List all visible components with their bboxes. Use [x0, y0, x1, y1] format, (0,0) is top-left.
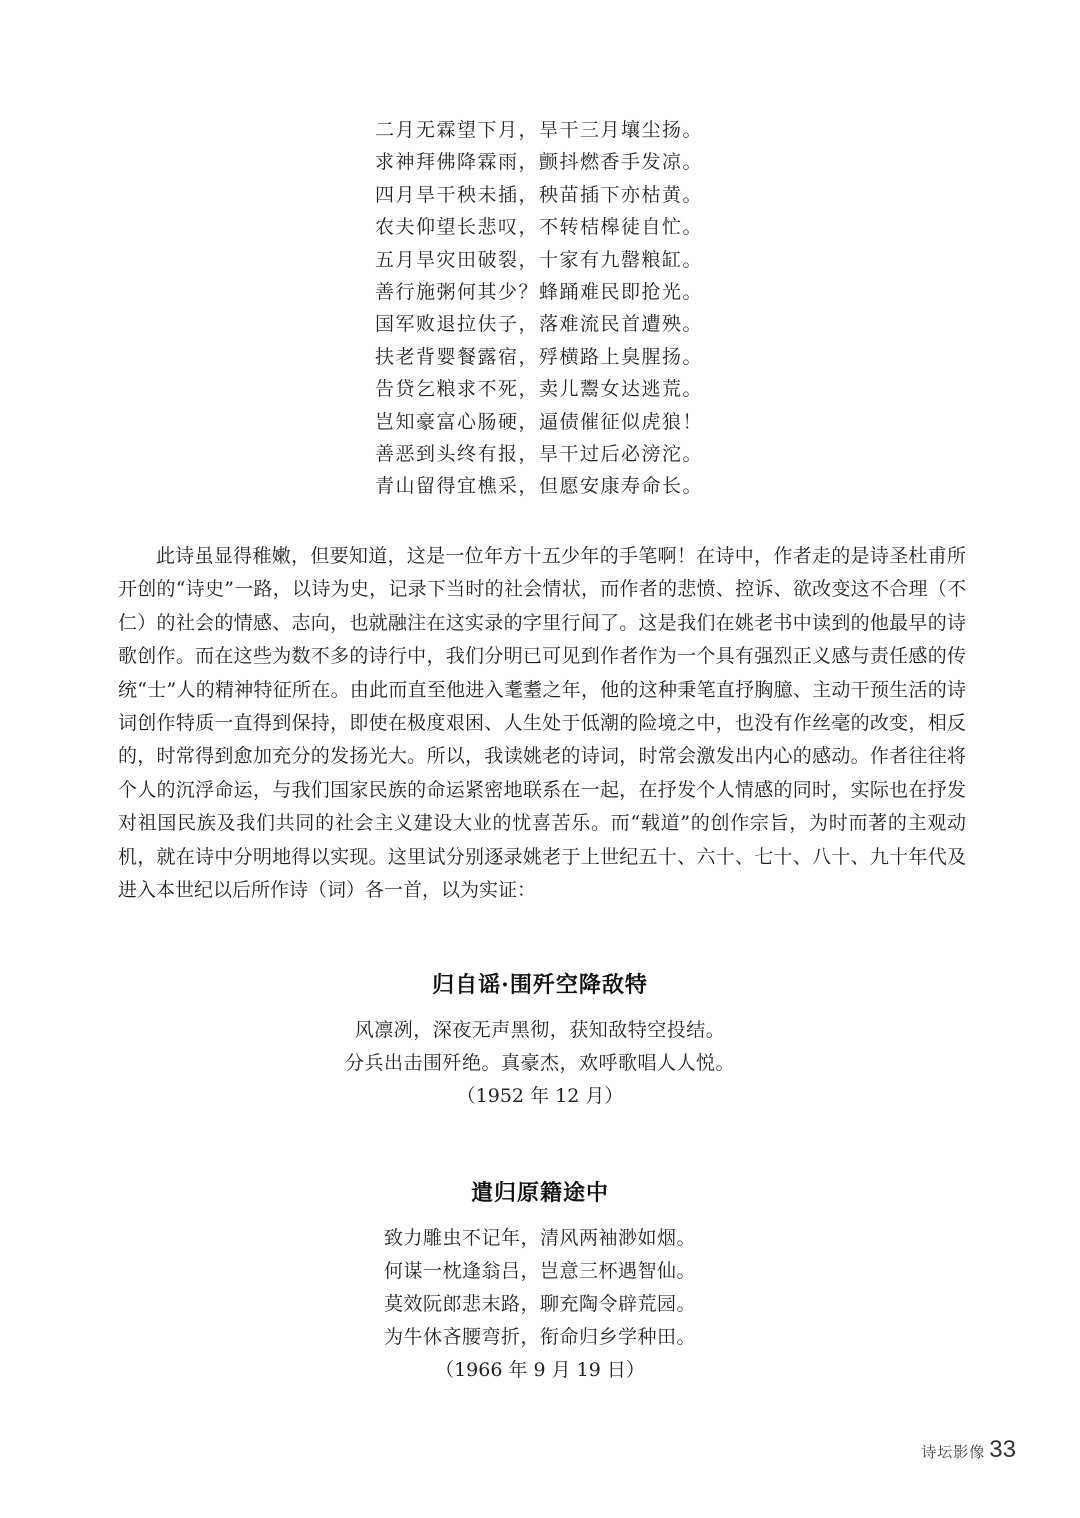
poem-line: 分兵出击围歼绝。真豪杰，欢呼歌唱人人悦。 — [344, 1052, 735, 1074]
poem-qiangui-yuanji — [0, 1176, 1080, 1387]
poem-title: 归自谣·围歼空降敌特 — [432, 972, 648, 998]
poem-line: 求神拜佛降霖雨，颤抖燃香手发凉。 — [375, 151, 704, 174]
commentary-prose — [118, 540, 966, 907]
poem-line: 风凛冽，深夜无声黑彻，获知敌特空投结。 — [354, 1019, 726, 1041]
section-name: 诗坛影像 — [921, 1443, 986, 1461]
poem-line: 国军败退拉伕子，落难流民首遭殃。 — [375, 313, 704, 336]
poem-line: 善行施粥何其少？蜂踊难民即抢光。 — [375, 281, 704, 304]
poem-title: 遣归原籍途中 — [470, 1180, 609, 1206]
commentary-paragraph: 此诗虽显得稚嫩，但要知道，这是一位年方十五少年的手笔啊！在诗中，作者走的是诗圣杜甫所开创的“诗史”一路，以诗为史，记录下当时的社会情状，而作者的悲愤、控诉、欲改变这不合理（不仁）的社会的情感、志向，也就融注在这实录的字里行间了。这是我们在姚老书中读到的他最早的诗歌创作。而在这些为数不多的诗行中，我们分明已可见到作者作为一个具有强烈正义感与责任感的传统“士”人的精神特征所在。由此而直至他进入耄耋之年，他的这种秉笔直抒胸臆、主动干预生活的诗词创作特质一直得到保持，即使在极度艰困、人生处于低潮的险境之中，也没有作丝毫的改变，相反的，时常得到愈加充分的发扬光大。所以，我读姚老的诗词，时常会激发出内心的感动。作者往往将个人的沉浮命运，与我们国家民族的命运紧密地联系在一起，在抒发个人情感的同时，实际也在抒发对祖国民族及我们共同的社会主义建设大业的忧喜苦乐。而“载道”的创作宗旨，为时而著的主观动机，就在诗中分明地得以实现。这里试分别逐录姚老于上世纪五十、六十、七十、八十、九十年代及进入本世纪以后所作诗（词）各一首，以为实证： — [118, 545, 966, 902]
poem-line: 告贷乞粮求不死，卖儿鬻女达逃荒。 — [375, 378, 704, 401]
page-footer — [921, 1436, 1016, 1464]
poem-line: 五月旱灾田破裂，十家有九罄粮缸。 — [375, 248, 704, 271]
page-number: 33 — [989, 1436, 1016, 1463]
poem-date: （1952 年 12 月） — [456, 1085, 624, 1107]
poem-line: 扶老背婴餐露宿，殍横路上臭腥扬。 — [375, 345, 704, 368]
poem-line: 青山留得宜樵采，但愿安康寿命长。 — [375, 475, 704, 498]
poem-line: 农夫仰望长悲叹，不转桔槔徒自忙。 — [375, 216, 704, 239]
poem-line: 为牛休吝腰弯折，衔命归乡学种田。 — [383, 1326, 696, 1348]
opening-poem — [375, 114, 795, 503]
poem-date: （1966 年 9 月 19 日） — [435, 1359, 645, 1381]
poem-line: 四月旱干秧未插，秧苗插下亦枯黄。 — [375, 183, 704, 206]
poem-line: 岂知豪富心肠硬，逼债催征似虎狼！ — [375, 410, 704, 433]
poem-line: 致力雕虫不记年，清风两袖渺如烟。 — [383, 1227, 696, 1249]
poem-line: 莫效阮郎悲末路，聊充陶令辟荒园。 — [383, 1293, 696, 1315]
poem-guizi-yao — [0, 968, 1080, 1113]
poem-line: 善恶到头终有报，旱干过后必滂沱。 — [375, 443, 704, 466]
poem-line: 何谋一枕逢翁吕，岂意三杯遇智仙。 — [383, 1260, 696, 1282]
poem-line: 二月无霖望下月，旱干三月壤尘扬。 — [375, 119, 704, 141]
